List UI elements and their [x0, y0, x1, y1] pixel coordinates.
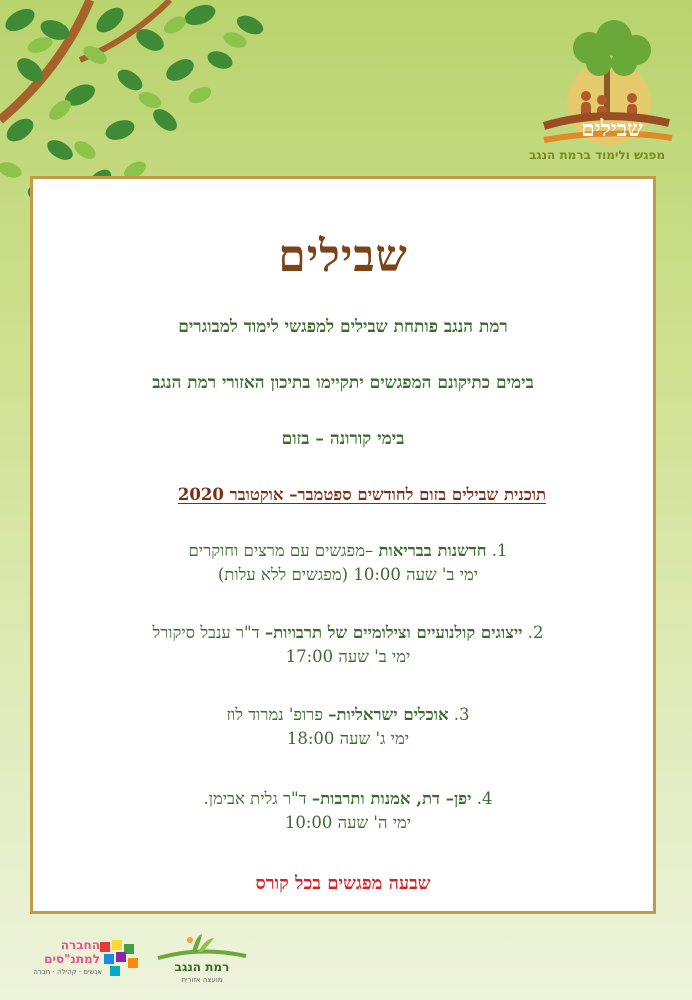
intro-line-2: בימים כתיקונם המפגשים יתקיימו בתיכון האזורי רמת הנגב — [152, 373, 534, 393]
course-schedule: ימי ב' שעה 10:00 (מפגשים ללא עלות) — [217, 565, 479, 584]
course-schedule: ימי ג' שעה 18:00 — [286, 729, 410, 748]
course-item-2 — [73, 621, 623, 669]
course-schedule: ימי ה' שעה 10:00 — [284, 813, 412, 832]
course-topic: אוכלים ישראליות– — [328, 705, 449, 724]
shvilim-logo — [524, 8, 674, 168]
course-number: 4. — [476, 789, 493, 808]
course-number: 1. — [491, 541, 508, 560]
page-title: שבילים — [278, 231, 408, 282]
intro-line-3: בימי קורונה – בזום — [281, 429, 405, 449]
content-panel — [30, 176, 656, 914]
matnasim-title: החברה למתנ"סים — [44, 938, 100, 966]
ramat-hanegev-icon — [150, 930, 250, 964]
course-detail: ד"ר גלית אבימן. — [203, 789, 307, 808]
matnasim-subtitle: אנשים · קהילה · חברה — [33, 968, 102, 976]
course-detail: –מפגשים עם מרצים וחוקרים — [188, 541, 374, 560]
course-item-1 — [73, 539, 623, 587]
intro-line-1: רמת הנגב פותחת שבילים למפגשי לימוד למבוגרים — [178, 317, 508, 337]
ramat-hanegev-title: רמת הנגב — [174, 960, 230, 974]
course-item-4 — [73, 787, 623, 835]
matnasim-logo — [16, 930, 146, 986]
course-detail: ד"ר ענבל סיקורל — [152, 623, 260, 642]
ramat-hanegev-subtitle: מועצה אזורית — [181, 976, 223, 984]
course-number: 2. — [527, 623, 544, 642]
sessions-note: שבעה מפגשים בכל קורס — [255, 873, 431, 894]
course-number: 3. — [453, 705, 470, 724]
course-topic: ייצוגים קולנועיים וצילומיים של תרבויות– — [264, 623, 523, 642]
course-topic: יפן– דת, אמנות ותרבות– — [311, 789, 472, 808]
ramat-hanegev-logo — [150, 930, 250, 986]
course-schedule: ימי ב' שעה 17:00 — [285, 647, 411, 666]
program-heading: תוכנית שבילים בזום לחודשים ספטמבר– אוקטובר 2020 — [177, 485, 547, 504]
course-detail: פרופ' נמרוד לוז — [226, 705, 324, 724]
course-topic: חדשנות בבריאות — [378, 541, 487, 560]
matnasim-icon — [98, 938, 142, 978]
course-item-3 — [73, 703, 623, 751]
logo-tagline: מפגש ולימוד ברמת הנגב — [528, 148, 666, 162]
logo-name: שבילים — [581, 116, 643, 142]
